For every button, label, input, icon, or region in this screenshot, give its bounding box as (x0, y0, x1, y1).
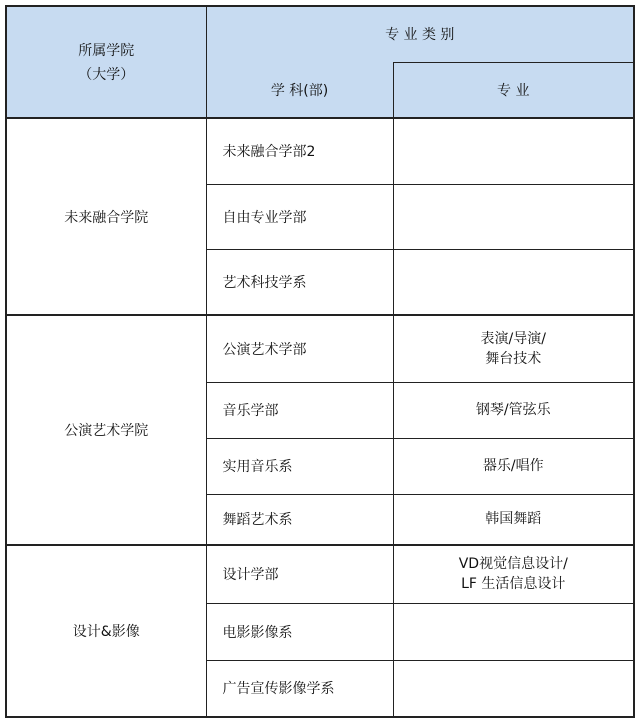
college-header-cell (6, 6, 206, 118)
college-name: 设计&影像 (72, 624, 140, 640)
dept-name: 音乐学部 (222, 403, 279, 419)
major-name-line2: 舞台技术 (485, 350, 542, 367)
major-header: 专 业 (497, 82, 530, 99)
dept-name: 舞蹈艺术系 (222, 512, 293, 529)
dept-name: 艺术科技学系 (222, 274, 307, 291)
major-header-cell (393, 62, 634, 118)
dept-cell (206, 603, 393, 660)
category-header-cell (206, 6, 634, 62)
dept-cell (206, 184, 393, 249)
major-cell (393, 660, 634, 717)
college-name: 未来融合学院 (64, 209, 149, 226)
college-header-line1: 所属学院 (78, 43, 135, 59)
dept-cell (206, 438, 393, 494)
college-cell-design-media (6, 545, 206, 717)
major-table-container (5, 5, 633, 718)
major-cell (393, 249, 634, 315)
major-name-line1: 表演/导演/ (480, 330, 546, 347)
major-cell (393, 315, 634, 382)
major-name: 韩国舞蹈 (485, 511, 542, 528)
dept-name: 电影影像系 (222, 624, 293, 641)
dept-name: 公演艺术学部 (222, 341, 307, 358)
dept-cell (206, 249, 393, 315)
major-name-line2: LF 生活信息设计 (461, 576, 566, 593)
major-cell (393, 494, 634, 545)
major-name-line1: VD视觉信息设计/ (458, 556, 568, 573)
dept-cell (206, 382, 393, 438)
major-cell (393, 603, 634, 660)
college-header-line2: （大学） (78, 67, 135, 83)
major-table (5, 5, 635, 718)
dept-cell (206, 660, 393, 717)
category-header: 专 业 类 别 (385, 27, 455, 44)
major-cell (393, 184, 634, 249)
dept-name: 未来融合学部2 (222, 144, 316, 161)
dept-cell (206, 494, 393, 545)
major-name: 器乐/唱作 (482, 458, 544, 474)
dept-name: 实用音乐系 (222, 459, 293, 475)
major-cell (393, 118, 634, 184)
dept-cell (206, 315, 393, 382)
college-cell-performing-arts (6, 315, 206, 545)
major-cell (393, 438, 634, 494)
college-cell-future-fusion (6, 118, 206, 315)
dept-name: 自由专业学部 (222, 209, 307, 226)
major-cell (393, 382, 634, 438)
dept-name: 设计学部 (222, 567, 279, 584)
major-name: 钢琴/管弦乐 (475, 402, 551, 418)
dept-cell (206, 545, 393, 603)
dept-header: 学 科(部) (270, 82, 329, 99)
college-name: 公演艺术学院 (64, 423, 149, 439)
dept-header-cell (206, 62, 393, 118)
dept-name: 广告宣传影像学系 (222, 681, 335, 698)
dept-cell (206, 118, 393, 184)
major-cell (393, 545, 634, 603)
